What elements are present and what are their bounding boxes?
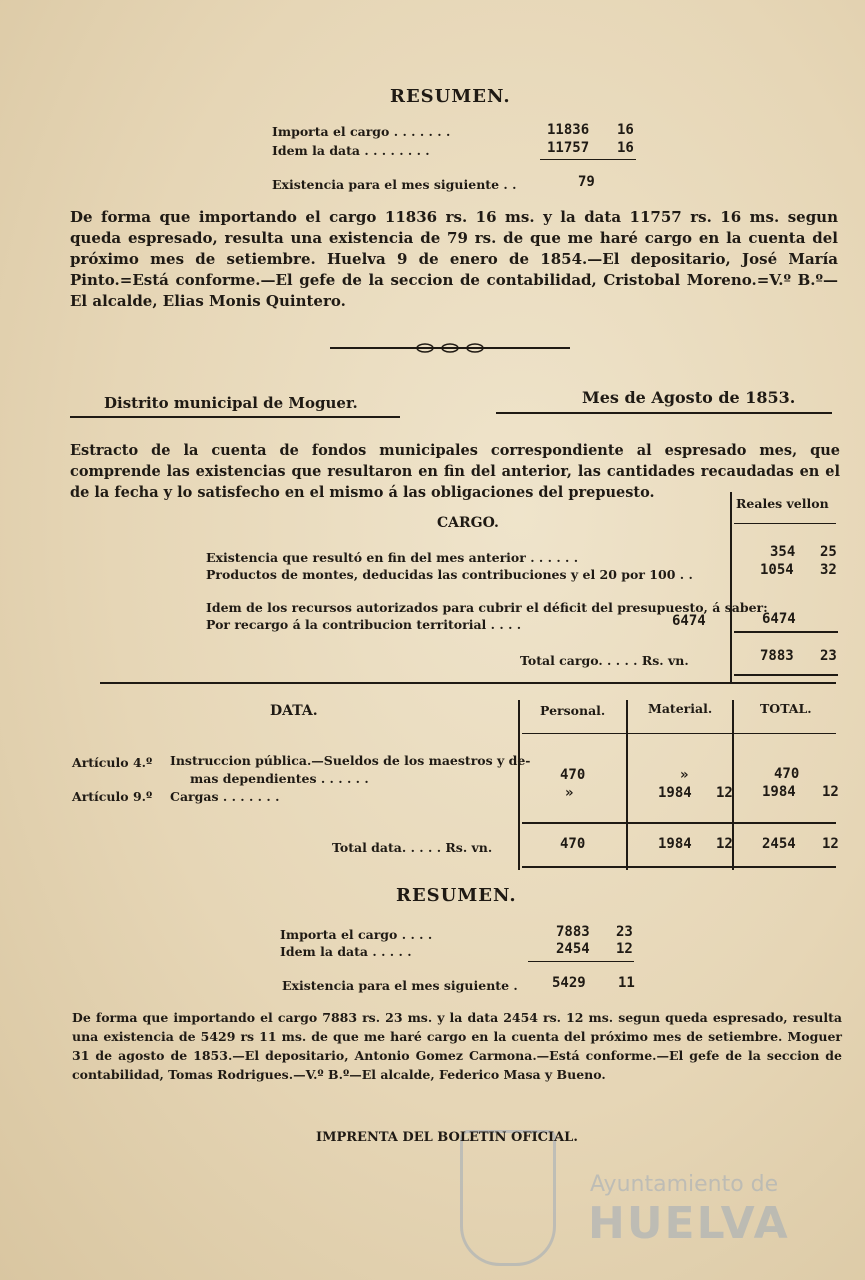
col-personal-header: Personal. <box>540 703 606 718</box>
resumen-title-1: RESUMEN. <box>390 86 511 107</box>
resumen2-data-ms: 12 <box>616 941 633 957</box>
resumen2-existencia-rs: 5429 <box>552 975 586 991</box>
distrito-title: Distrito municipal de Moguer. <box>104 394 358 412</box>
art4-personal: 470 <box>560 767 586 783</box>
art4-material: » <box>680 767 689 783</box>
resumen1-cargo-rs: 11836 <box>547 122 590 138</box>
cargo-row4-rs: 6474 <box>762 611 796 627</box>
art9-material: 1984 <box>658 785 692 801</box>
watermark-line1: Ayuntamiento de <box>590 1172 779 1197</box>
resumen1-cargo-ms: 16 <box>617 122 634 138</box>
data-total-label: Total data. . . . . Rs. vn. <box>332 840 493 855</box>
art4-label: Artículo 4.º <box>72 755 153 770</box>
data-total-material-ms: 12 <box>716 836 733 852</box>
resumen1-data-label: Idem la data . . . . . . . . <box>272 143 430 158</box>
cargo-row1-rs: 354 <box>770 544 796 560</box>
art9-label: Artículo 9.º <box>72 789 153 804</box>
resumen1-existencia-label: Existencia para el mes siguiente . . <box>272 177 517 192</box>
sum-rule <box>540 159 636 160</box>
cargo-row1-ms: 25 <box>820 544 837 560</box>
mes-title: Mes de Agosto de 1853. <box>582 388 796 407</box>
data-title: DATA. <box>270 703 318 719</box>
resumen2-sum-rule <box>528 961 634 962</box>
resumen2-paragraph: De forma que importando el cargo 7883 rs. 23 ms. y la data 2454 rs. 12 ms. segun queda espresado, resulta una existencia de 5429 rs 11 ms. de que me haré cargo en la cuenta del próximo mes de setiembre. Moguer 31 de agosto de 1853.—El depositario, Antonio Gomez Carmona.—Está conforme.—El gefe de la seccion de contabilidad, Tomas Rodrigues.—V.º B.º—El alcalde, Federico Masa y Bueno. <box>72 1010 842 1082</box>
resumen1-existencia-rs: 79 <box>578 174 595 190</box>
ornament-divider <box>330 340 570 354</box>
art9-total: 1984 <box>762 784 796 800</box>
cargo-row1-label: Existencia que resultó en fin del mes anterior . . . . . . <box>206 550 579 565</box>
cargo-row3-label: Idem de los recursos autorizados para cubrir el déficit del presupuesto, á saber: <box>206 600 768 615</box>
col-total-header: TOTAL. <box>760 701 812 716</box>
resumen2-cargo-ms: 23 <box>616 924 633 940</box>
watermark-line2: HUELVA <box>588 1198 790 1249</box>
section-rule <box>100 682 836 684</box>
resumen1-data-rs: 11757 <box>547 140 590 156</box>
data-col-rule-1 <box>518 700 520 870</box>
cargo-row2-label: Productos de montes, deducidas las contribuciones y el 20 por 100 . . <box>206 567 693 582</box>
header-rule <box>734 523 836 524</box>
art9-total-ms: 12 <box>822 784 839 800</box>
resumen1-cargo-label: Importa el cargo . . . . . . . <box>272 124 451 139</box>
cargo-row4-inner: 6474 <box>672 613 706 629</box>
data-col-rule-2 <box>626 700 628 870</box>
resumen2-data-label: Idem la data . . . . . <box>280 944 412 959</box>
city-shield-icon <box>460 1130 556 1266</box>
art9-personal: » <box>565 785 574 801</box>
data-total-total: 2454 <box>762 836 796 852</box>
cargo-total-ms: 23 <box>820 648 837 664</box>
distrito-underline <box>70 416 400 418</box>
resumen2-existencia-ms: 11 <box>618 975 635 991</box>
resumen2-cargo-rs: 7883 <box>556 924 590 940</box>
cargo-column-rule <box>730 492 732 682</box>
resumen1-data-ms: 16 <box>617 140 634 156</box>
resumen-title-2: RESUMEN. <box>396 885 517 906</box>
art9-desc: Cargas . . . . . . . <box>170 789 280 804</box>
data-sum-rule <box>522 822 836 824</box>
data-total-material: 1984 <box>658 836 692 852</box>
cargo-row4-label: Por recargo á la contribucion territorial . . . . <box>206 617 522 632</box>
cargo-title: CARGO. <box>437 515 499 531</box>
resumen2-cargo-label: Importa el cargo . . . . <box>280 927 433 942</box>
data-total-personal: 470 <box>560 836 586 852</box>
cargo-total-rule <box>734 674 838 676</box>
cargo-total-label: Total cargo. . . . . Rs. vn. <box>520 653 689 668</box>
art4-desc1: Instruccion pública.—Sueldos de los maestros y de- <box>170 753 531 768</box>
reales-vellon-header: Reales vellon <box>736 496 829 511</box>
cargo-row2-rs: 1054 <box>760 562 794 578</box>
resumen2-existencia-label: Existencia para el mes siguiente . <box>282 978 518 993</box>
data-total-total-ms: 12 <box>822 836 839 852</box>
art4-desc2: mas dependientes . . . . . . <box>190 771 369 786</box>
art9-material-ms: 12 <box>716 785 733 801</box>
art4-total: 470 <box>774 766 800 782</box>
cargo-row2-ms: 32 <box>820 562 837 578</box>
data-total-rule <box>522 866 836 868</box>
imprenta-footer: IMPRENTA DEL BOLETIN OFICIAL. <box>316 1130 578 1145</box>
cargo-sum-rule <box>734 631 838 633</box>
data-header-rule <box>522 733 836 734</box>
resumen2-data-rs: 2454 <box>556 941 590 957</box>
mes-underline <box>496 412 832 414</box>
col-material-header: Material. <box>648 701 713 716</box>
estracto-paragraph: Estracto de la cuenta de fondos municipales correspondiente al espresado mes, que comprende las existencias que resultaron en fin del anterior, las cantidades recaudadas en el de la fecha y lo satisfecho en el mismo á las obligaciones del prepuesto. <box>70 442 840 501</box>
cargo-total-rs: 7883 <box>760 648 794 664</box>
resumen1-paragraph: De forma que importando el cargo 11836 rs. 16 ms. y la data 11757 rs. 16 ms. segun queda espresado, resulta una existencia de 79 rs. de que me haré cargo en la cuenta del próximo mes de setiembre. Huelva 9 de enero de 1854.—El depositario, José María Pinto.=Está conforme.—El gefe de la seccion de contabilidad, Cristobal Moreno.=V.º B.º—El alcalde, Elias Monis Quintero. <box>70 208 838 310</box>
